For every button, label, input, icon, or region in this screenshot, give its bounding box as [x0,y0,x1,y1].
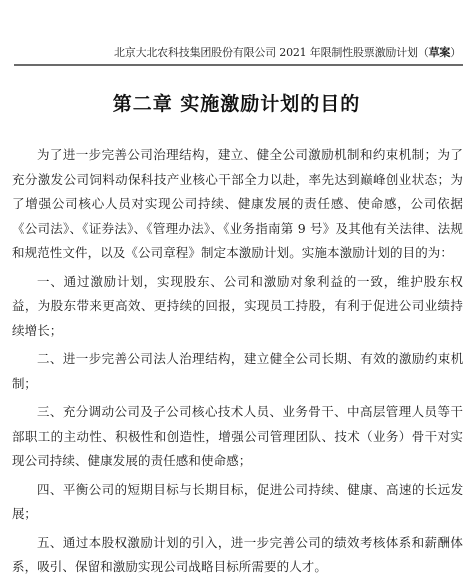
running-header-close: ） [450,46,461,59]
paragraph-purpose-4: 四、平衡公司的短期目标与长期目标，促进公司持续、健康、高速的长远发展； [12,481,463,521]
running-header [14,46,461,59]
paragraph-purpose-5: 五、通过本股权激励计划的引入，进一步完善公司的绩效考核体系和薪酬体系，吸引、保留和激励实现公司战略目标所需要的人才。 [12,534,463,574]
header-divider [14,64,463,66]
chapter-title: 第二章 实施激励计划的目的 [112,93,361,115]
document-body [12,143,463,584]
paragraph-purpose-3: 三、充分调动公司及子公司核心技术人员、业务骨干、中高层管理人员等干部职工的主动性、积极性和创造性，增强公司管理团队、技术（业务）骨干对实现公司持续、健康发展的责任感和使命感； [12,404,463,468]
running-header-text: 北京大北农科技集团股份有限公司 2021 年限制性股票激励计划（ [113,46,429,59]
draft-tag: 草案 [428,46,451,59]
paragraph-intro: 为了进一步完善公司治理结构，建立、健全公司激励机制和约束机制；为了充分激发公司饲料动保科技产业核心干部全力以赴，率先达到巅峰创业状态；为了增强公司核心人员对实现公司持续、健康发展的责任感、使命感，公司依据《公司法》、《证券法》、《管理办法》、《业务指南第 9 号》及其他有关法律、法规和规范性文件，以及《公司章程》制定本激励计划。实施本激励计划的目的为： [12,147,463,260]
paragraph-purpose-2: 二、进一步完善公司法人治理结构，建立健全公司长期、有效的激励约束机制； [12,351,463,391]
paragraph-purpose-1: 一、通过激励计划，实现股东、公司和激励对象利益的一致，维护股东权益，为股东带来更高效、更持续的回报，实现员工持股，有利于促进公司业绩持续增长； [12,273,463,338]
